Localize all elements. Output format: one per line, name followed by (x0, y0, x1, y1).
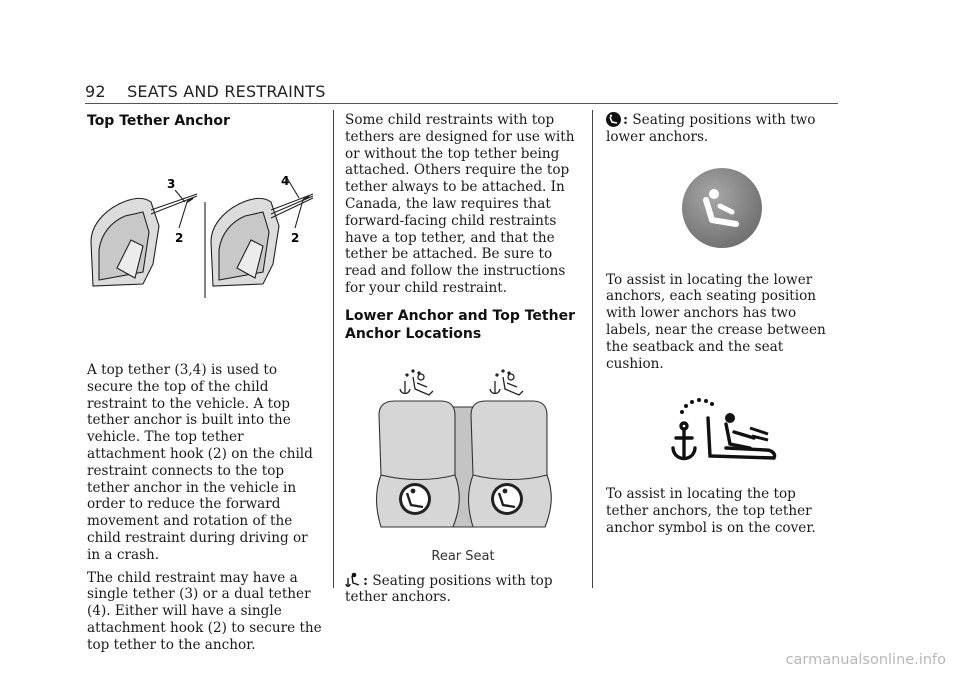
top-tether-symbol-figure (670, 398, 842, 468)
column-1 (87, 112, 325, 660)
header-rule (85, 103, 838, 104)
top-tether-anchor-icon (490, 370, 523, 395)
callout-4: 4 (281, 173, 290, 188)
column-divider-2 (592, 110, 593, 588)
page-header (85, 82, 838, 104)
lower-anchor-badge-figure (680, 166, 842, 250)
tether-illustration (87, 172, 325, 362)
legend-text: Seating positions with two lower anchors. (606, 112, 816, 145)
top-tether-symbol-paragraph: To assist in locating the top tether anchors, the top tether anchor symbol is on the cover. (606, 486, 816, 536)
legend-colon: : (363, 572, 369, 589)
rear-seat-illustration (345, 367, 581, 537)
lower-anchor-legend (606, 112, 842, 146)
section-heading-top-tether: Top Tether Anchor (87, 113, 230, 129)
figure-caption: Rear Seat (431, 548, 495, 564)
top-tether-requirements-paragraph: Some child restraints with top tethers are designed for use with or without the top tether being attached. Others require the top tether always to be attached. In Canada, the law requires that forward-facing child restraints have a top tether, and that the tether be attached. Be sure to read and follow the instructions for your child restraint. (345, 112, 575, 296)
top-tether-anchor-symbol-icon (670, 398, 780, 468)
lower-anchor-labels-paragraph: To assist in locating the lower anchors, each seating position with lower anchors has two labels, near the crease between the seatback and the seat cushion. (606, 271, 826, 372)
column-3 (606, 112, 842, 543)
column-divider-1 (333, 110, 334, 588)
rear-seat-figure (345, 367, 581, 566)
legend-text: Seating positions with top tether anchors. (345, 572, 553, 606)
top-tether-legend (345, 572, 581, 607)
callout-2-right: 2 (291, 231, 300, 245)
section-heading-anchor-locations: Lower Anchor and Top Tether Anchor Locations (345, 307, 575, 342)
lower-anchor-icon (491, 483, 523, 515)
section-title: SEATS AND RESTRAINTS (127, 82, 326, 101)
callout-2-left: 2 (175, 231, 184, 245)
watermark-text: carmanualsonline.info (785, 652, 946, 668)
page-number: 92 (85, 82, 106, 101)
legend-colon: : (623, 112, 629, 128)
lower-anchor-badge-icon (680, 166, 764, 250)
top-tether-paragraph-2: The child restraint may have a single tether (3) or a dual tether (4). Either will have a single attachment hook (2) to secure the top tether to the anchor. (87, 569, 322, 653)
callout-3: 3 (167, 177, 176, 191)
column-2 (345, 112, 581, 612)
top-tether-anchor-icon (400, 370, 433, 395)
lower-anchor-icon (399, 483, 431, 515)
lower-anchor-symbol-icon (606, 112, 621, 127)
top-tether-symbol-icon (345, 572, 361, 588)
child-seat-tether-illustration (87, 172, 323, 302)
top-tether-paragraph-1: A top tether (3,4) is used to secure the top of the child restraint to the vehicle. A top tether anchor is built into the vehicle. The top tether attachment hook (2) on the child restraint connects to the top tether anchor in the vehicle in order to reduce the forward movement and rotation of the child restraint during driving or in a crash. (87, 362, 313, 563)
